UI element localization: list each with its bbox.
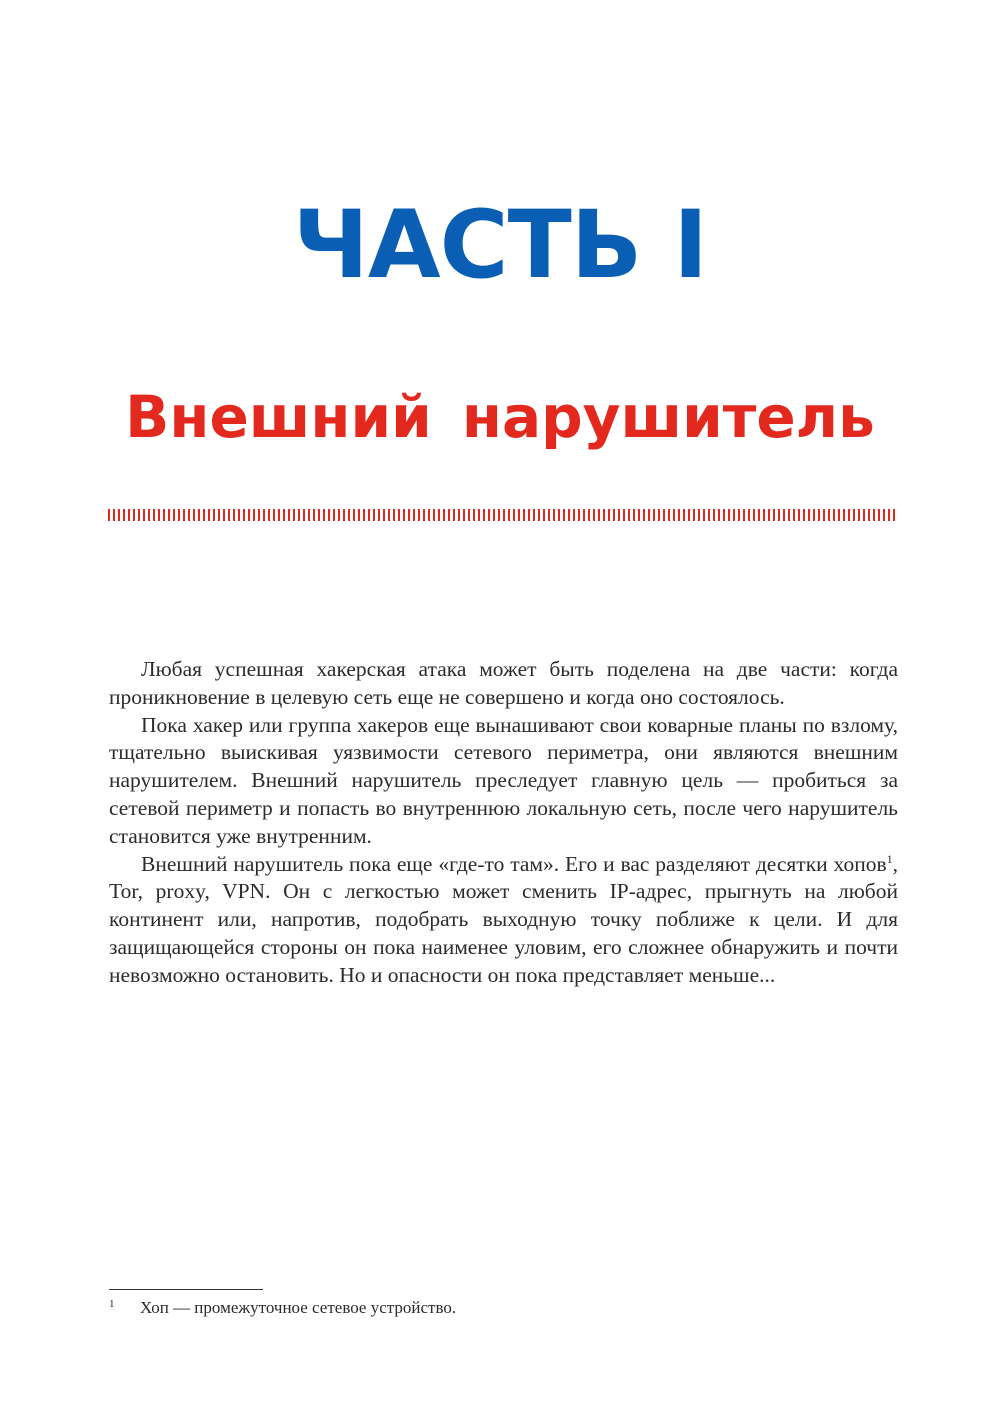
body-text xyxy=(109,656,898,990)
footnote-divider xyxy=(109,1289,263,1290)
paragraph-2: Пока хакер или группа хакеров еще вынашивают свои коварные планы по взлому, тщательно выискивая уязвимости сетевого периметра, они являются внешним нарушителем. Внешний нарушитель преследует главную цель — пробиться за сетевой периметр и попасть во внутреннюю локальную сеть, после чего нарушитель становится уже внутренним. xyxy=(109,712,898,848)
footnote: 1 Хоп — промежуточное сетевое устройство. xyxy=(109,1298,457,1317)
paragraph-3-text-start: Внешний нарушитель пока еще «где-то там». Его и вас разделяют десятки хопов xyxy=(141,851,887,876)
paragraph-3 xyxy=(109,851,898,990)
footnote-text: Хоп — промежуточное сетевое устройство. xyxy=(140,1298,457,1317)
paragraph-3-text-end: , Tor, proxy, VPN. Он с легкостью может сменить IP-адрес, прыгнуть на любой континент или, напротив, подобрать выходную точку поближе к цели. И для защищающейся стороны он пока наименее уловим, его сложнее обнаружить и почти невозможно остановить. Но и опасности он пока представляет меньше... xyxy=(109,851,898,987)
paragraph-1: Любая успешная хакерская атака может быть поделена на две части: когда проникновение в целевую сеть еще не совершено и когда оно состоялось. xyxy=(109,657,898,709)
part-subtitle: Внешний нарушитель xyxy=(125,383,875,451)
footnote-reference: 1 xyxy=(886,851,893,866)
part-title: ЧАСТЬ I xyxy=(292,191,708,300)
decorative-tick-rule xyxy=(108,509,898,521)
